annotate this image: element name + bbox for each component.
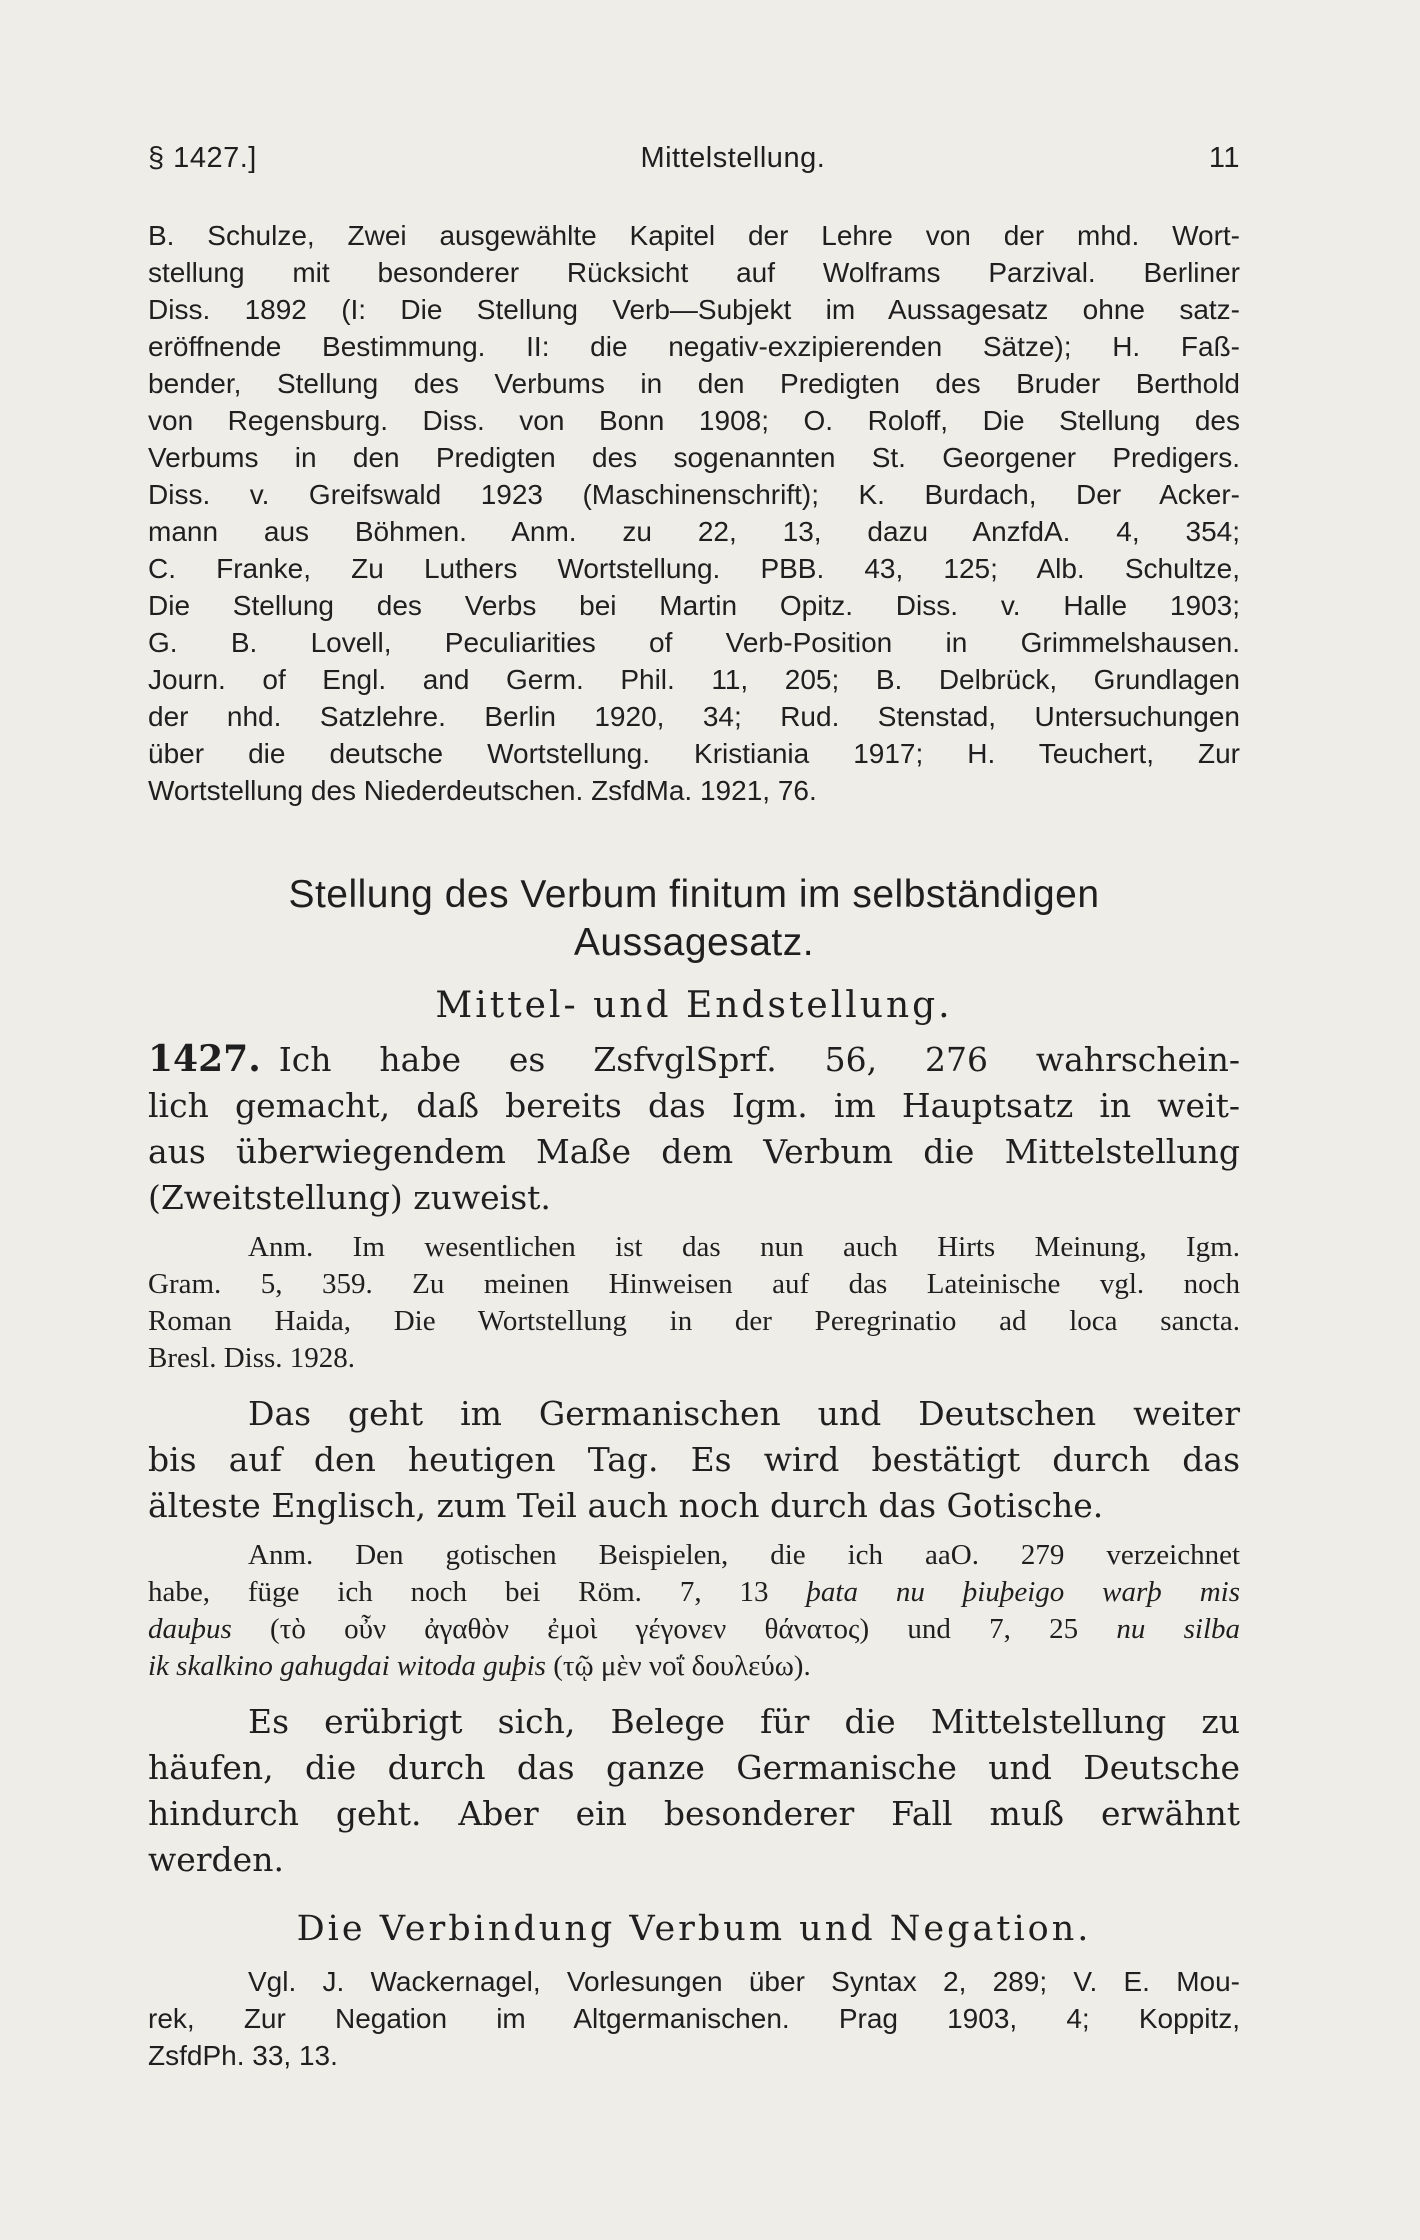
gothic-quote: nu silba (1116, 1613, 1240, 1645)
bib-line: Diss. v. Greifswald 1923 (Maschinenschrift); K. Burdach, Der Acker- (148, 479, 1240, 510)
bib-line: bender, Stellung des Verbums in den Predigten des Bruder Berthold (148, 368, 1240, 399)
page-number: 11 (1208, 142, 1240, 174)
running-head (148, 142, 1240, 175)
bibliography-block (148, 217, 1240, 809)
section-heading: Die Verbindung Verbum und Negation. (296, 1909, 1092, 1949)
section-1427-paragraph (148, 1036, 1240, 1221)
note-line: habe, füge ich noch bei Röm. 7, 13 þata nu þiuþeigo warþ mis (148, 1576, 1240, 1608)
note-block-gothic (148, 1537, 1240, 1685)
paragraph-line: häufen, die durch das ganze Germanische und Deutsche (148, 1748, 1240, 1787)
chapter-heading-line: Aussagesatz. (573, 921, 815, 964)
bib-line: von Regensburg. Diss. von Bonn 1908; O. Roloff, Die Stellung des (148, 405, 1240, 436)
reference-line: ZsfdPh. 33, 13. (148, 2040, 338, 2071)
paragraph-line: bis auf den heutigen Tag. Es wird bestätigt durch das (148, 1440, 1240, 1479)
bib-line: Diss. 1892 (I: Die Stellung Verb—Subjekt im Aussagesatz ohne satz- (148, 294, 1240, 325)
sub-heading: Mittel- und Endstellung. (435, 985, 953, 1026)
bib-line: G. B. Lovell, Peculiarities of Verb-Position in Grimmelshausen. (148, 627, 1240, 658)
note-line: Gram. 5, 359. Zu meinen Hinweisen auf das Lateinische vgl. noch (148, 1268, 1240, 1300)
paragraph (148, 1391, 1240, 1529)
paragraph-line: Das geht im Germanischen und Deutschen weiter (248, 1394, 1240, 1433)
note-line: Roman Haida, Die Wortstellung in der Peregrinatio ad loca sancta. (148, 1305, 1240, 1337)
paragraph (148, 1699, 1240, 1883)
paragraph-line: lich gemacht, daß bereits das Igm. im Hauptsatz in weit- (148, 1086, 1240, 1125)
gothic-quote: þata nu þiuþeigo warþ mis (806, 1576, 1240, 1608)
bib-line: Wortstellung des Niederdeutschen. ZsfdMa. 1921, 76. (148, 775, 817, 806)
references-block (148, 1963, 1240, 2074)
reference-line: rek, Zur Negation im Altgermanischen. Prag 1903, 4; Koppitz, (148, 2003, 1240, 2034)
paragraph-line: hindurch geht. Aber ein besonderer Fall muß erwähnt (148, 1794, 1240, 1833)
bib-line: B. Schulze, Zwei ausgewählte Kapitel der Lehre von der mhd. Wort- (148, 220, 1240, 251)
bib-line: C. Franke, Zu Luthers Wortstellung. PBB. 43, 125; Alb. Schultze, (148, 553, 1240, 584)
paragraph-line: (Zweitstellung) zuweist. (148, 1178, 551, 1217)
paragraph-line: Es erübrigt sich, Belege für die Mittelstellung zu (248, 1702, 1240, 1741)
bib-line: stellung mit besonderer Rücksicht auf Wolframs Parzival. Berliner (148, 257, 1240, 288)
gothic-quote: dauþus (148, 1613, 232, 1645)
note-line: Anm. Im wesentlichen ist das nun auch Hirts Meinung, Igm. (248, 1231, 1240, 1263)
section-number: 1427. (148, 1038, 261, 1080)
reference-line: Vgl. J. Wackernagel, Vorlesungen über Syntax 2, 289; V. E. Mou- (248, 1966, 1240, 1997)
bib-line: Verbums in den Predigten des sogenannten St. Georgener Predigers. (148, 442, 1240, 473)
note-line: Bresl. Diss. 1928. (148, 1342, 356, 1374)
bib-line: eröffnende Bestimmung. II: die negativ-exzipierenden Sätze); H. Faß- (148, 331, 1240, 362)
bib-line: mann aus Böhmen. Anm. zu 22, 13, dazu AnzfdA. 4, 354; (148, 516, 1240, 547)
note-line: Anm. Den gotischen Beispielen, die ich aaO. 279 verzeichnet (248, 1539, 1240, 1571)
bib-line: Journ. of Engl. and Germ. Phil. 11, 205; B. Delbrück, Grundlagen (148, 664, 1240, 695)
note-block (148, 1229, 1240, 1377)
paragraph-line: aus überwiegendem Maße dem Verbum die Mittelstellung (148, 1132, 1240, 1171)
section-marker: § 1427.] (148, 142, 257, 174)
note-line: ik skalkino gahugdai witoda guþis (τῷ μὲν νοΐ δουλεύω). (148, 1650, 811, 1682)
text-column (148, 142, 1240, 2074)
running-title: Mittelstellung. (640, 142, 826, 174)
bib-line: Die Stellung des Verbs bei Martin Opitz. Diss. v. Halle 1903; (148, 590, 1240, 621)
paragraph-line: älteste Englisch, zum Teil auch noch durch das Gotische. (148, 1486, 1104, 1525)
note-line: dauþus (τὸ οὖν ἀγαθὸν ἐμοὶ γέγονεν θάνατος) und 7, 25 nu silba (148, 1613, 1240, 1645)
bib-line: der nhd. Satzlehre. Berlin 1920, 34; Rud. Stenstad, Untersuchungen (148, 701, 1240, 732)
gothic-quote: ik skalkino gahugdai witoda guþis (148, 1650, 546, 1682)
chapter-heading-line: Stellung des Verbum finitum im selbständigen (288, 873, 1100, 916)
bib-line: über die deutsche Wortstellung. Kristiania 1917; H. Teuchert, Zur (148, 738, 1240, 769)
paragraph-line: 1427. Ich habe es ZsfvglSprf. 56, 276 wahrschein- (148, 1038, 1240, 1080)
paragraph-line: werden. (148, 1840, 284, 1879)
chapter-heading (148, 871, 1240, 967)
